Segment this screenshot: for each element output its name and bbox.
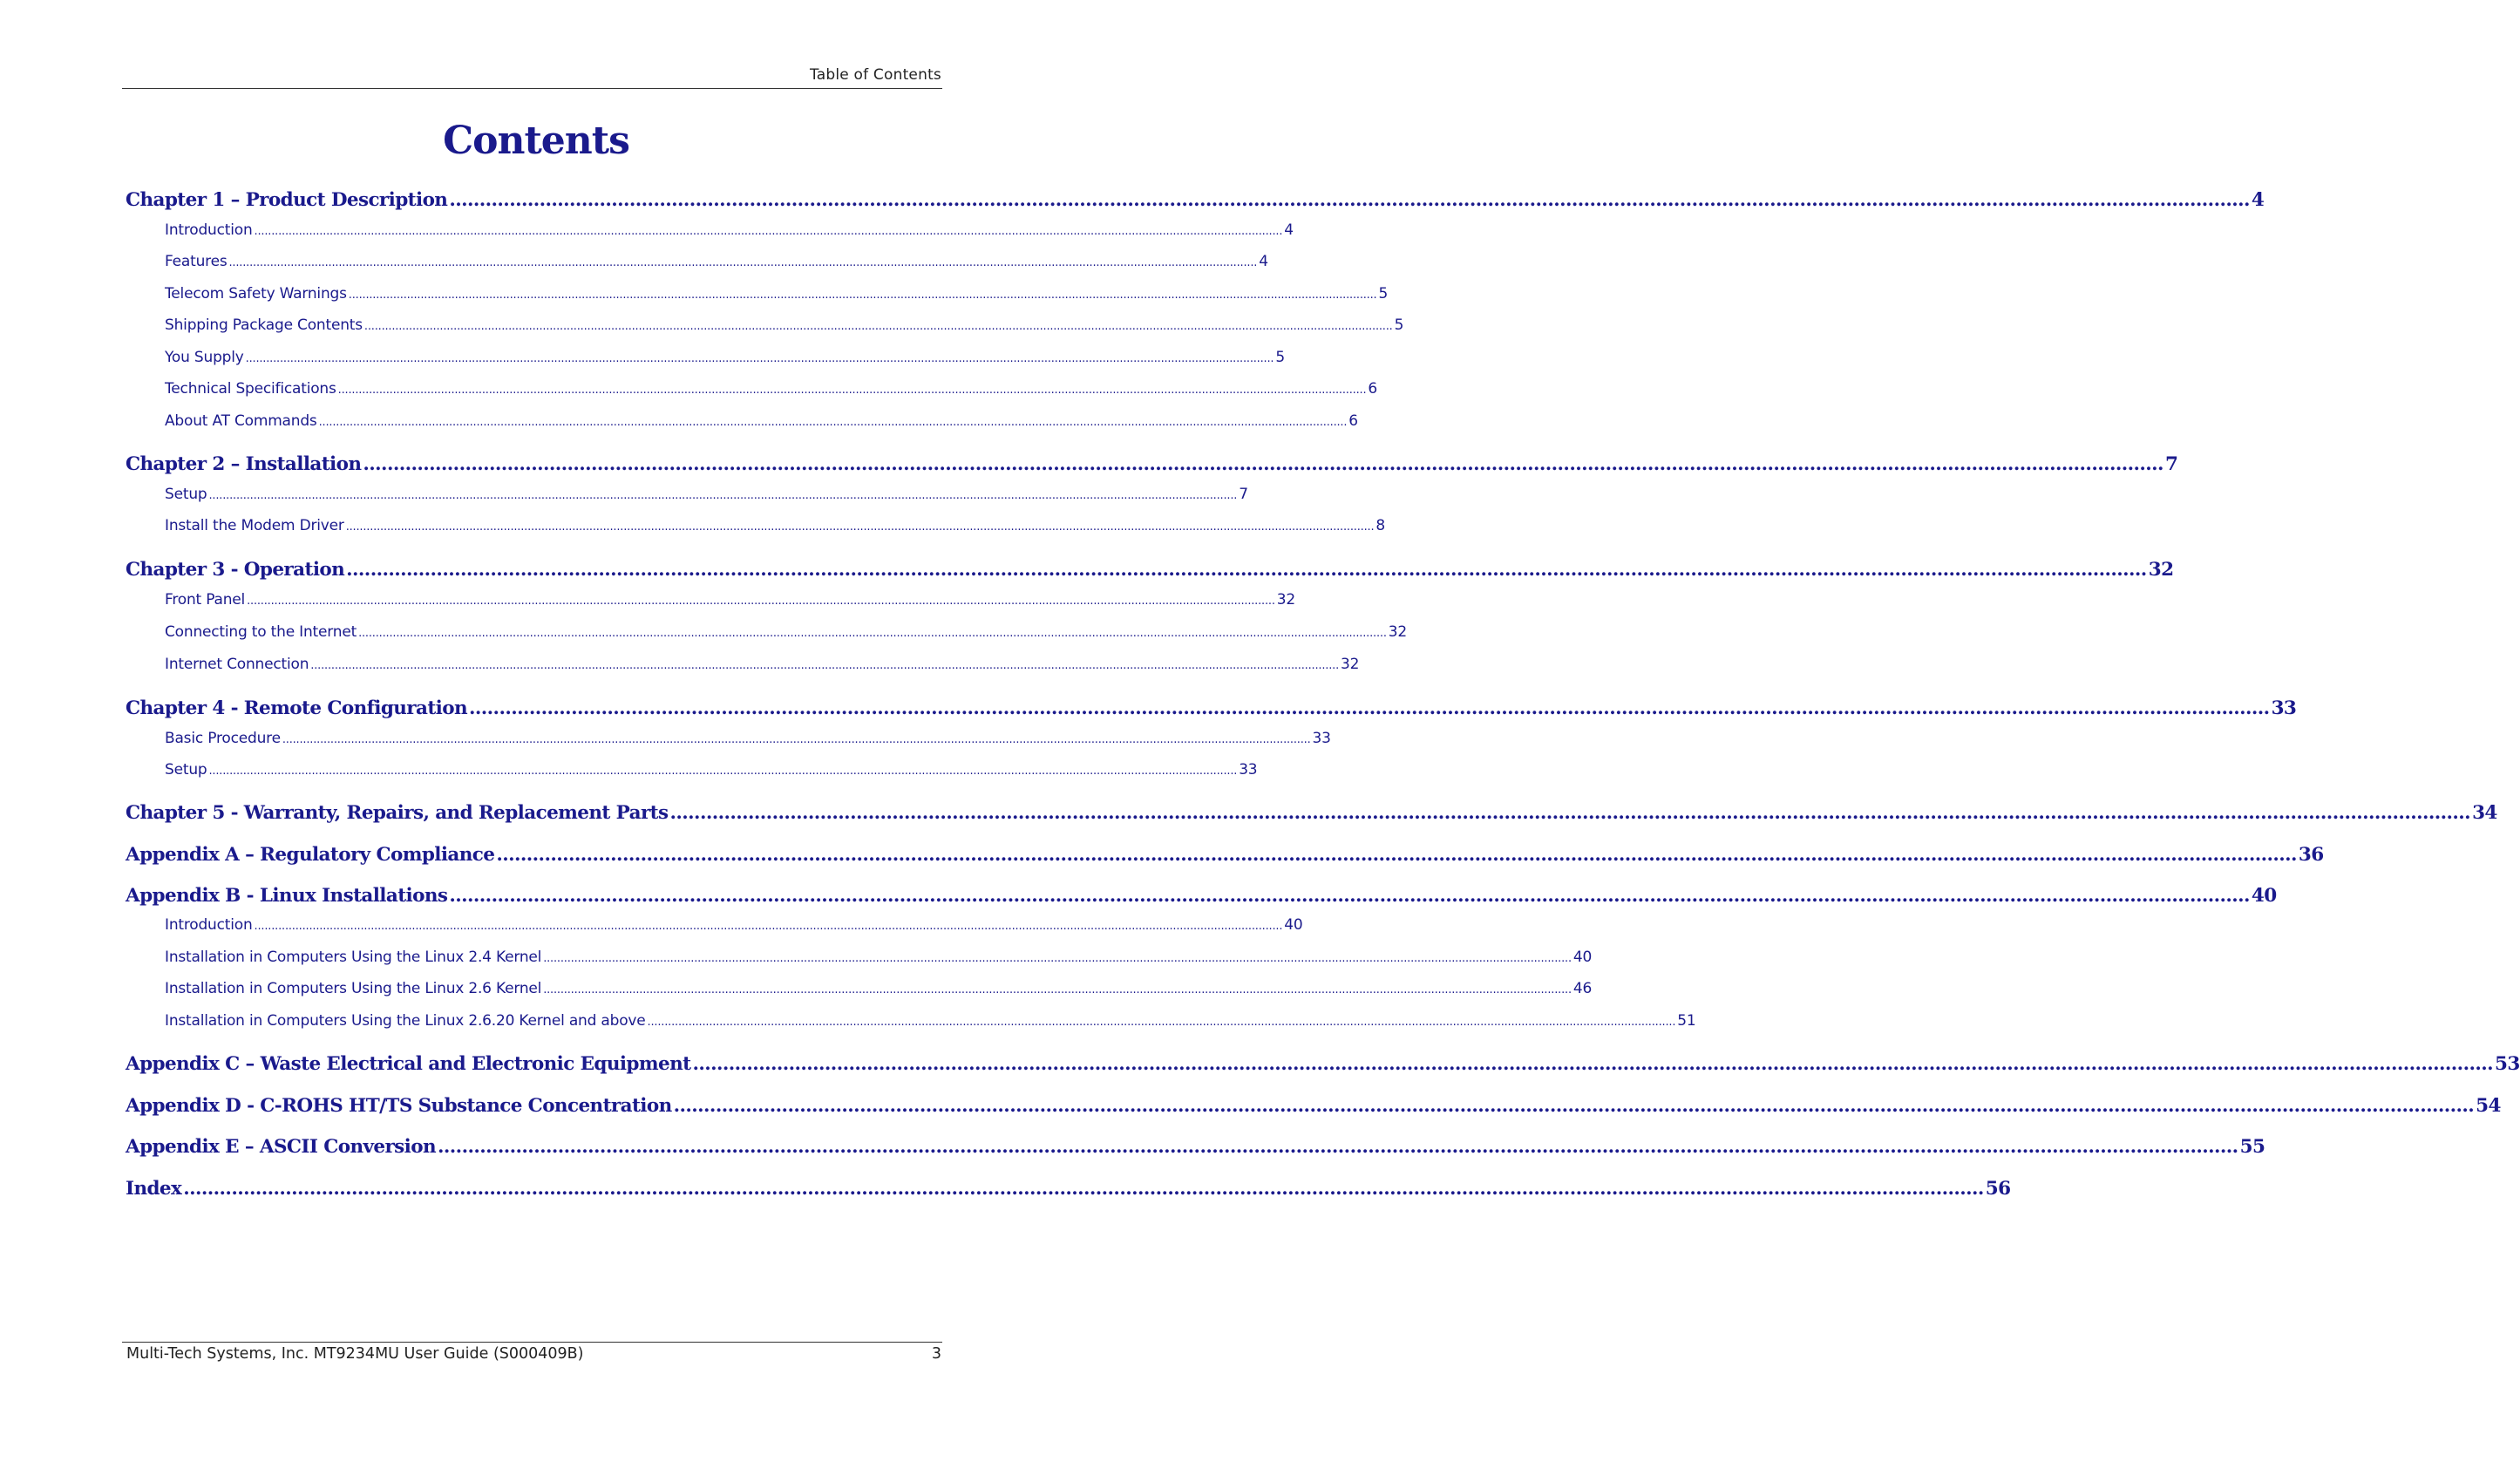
dot-leader: ............................................................................................................................................................................................................................................................................................................ bbox=[348, 289, 1377, 302]
dot-leader: ............................................................................................................................................................................................................................................................................................................ bbox=[208, 489, 1238, 502]
dot-leader: ............................................................................................................................................................................................................................................................................................................ bbox=[543, 952, 1572, 965]
toc-appendix-b[interactable] bbox=[126, 885, 2277, 907]
toc-label: Appendix D - C-ROHS HT/TS Substance Concentration bbox=[126, 1095, 672, 1117]
footer-text: Multi-Tech Systems, Inc. MT9234MU User Guide (S000409B) bbox=[126, 1345, 584, 1363]
toc-item-introduction[interactable] bbox=[165, 221, 1294, 239]
toc-item-linux-2-6-20-kernel[interactable] bbox=[165, 1012, 1696, 1030]
toc-label: Basic Procedure bbox=[165, 730, 281, 747]
toc-label: Setup bbox=[165, 761, 207, 779]
toc-label: Chapter 3 - Operation bbox=[126, 559, 345, 581]
footer-rule bbox=[122, 1342, 942, 1343]
dot-leader: ............................................................................................................................................................................................................................................................................................................ bbox=[282, 733, 1311, 746]
toc-chapter-1[interactable] bbox=[126, 189, 2265, 211]
toc-appendix-d[interactable] bbox=[126, 1095, 2501, 1117]
dot-leader: ............................................................................................................................................................................................................................................................................................................ bbox=[208, 765, 1238, 778]
toc-page-number: 40 bbox=[2251, 885, 2277, 907]
dot-leader: ............................................................................................................................................................................................................................................................................................................ bbox=[647, 1016, 1676, 1029]
toc-page-number: 7 bbox=[2164, 453, 2178, 475]
toc-page-number: 40 bbox=[1284, 916, 1303, 934]
toc-item-basic-procedure[interactable] bbox=[165, 730, 1331, 747]
toc-index[interactable] bbox=[126, 1178, 2011, 1200]
toc-page-number: 4 bbox=[1259, 253, 1268, 270]
toc-chapter-4[interactable] bbox=[126, 697, 2297, 719]
toc-page-number: 33 bbox=[1312, 730, 1331, 747]
toc-page-number: 4 bbox=[2251, 189, 2265, 211]
toc-item-install-modem-driver[interactable] bbox=[165, 517, 1386, 534]
toc-item-telecom-safety-warnings[interactable] bbox=[165, 285, 1389, 303]
toc-chapter-5[interactable] bbox=[126, 802, 2497, 824]
toc-item-shipping-package-contents[interactable] bbox=[165, 316, 1404, 334]
toc-label: Features bbox=[165, 253, 228, 270]
dot-leader: ............................................................................................................................................................................................................................................................................................................ bbox=[183, 1178, 1984, 1200]
dot-leader: ............................................................................................................................................................................................................................................................................................................ bbox=[496, 844, 2297, 866]
toc-label: You Supply bbox=[165, 349, 244, 366]
toc-label: Technical Specifications bbox=[165, 380, 336, 398]
dot-leader: ............................................................................................................................................................................................................................................................................................................ bbox=[318, 416, 1348, 429]
dot-leader: ............................................................................................................................................................................................................................................................................................................ bbox=[449, 189, 2250, 211]
toc-page-number: 5 bbox=[1394, 316, 1404, 334]
toc-item-setup[interactable] bbox=[165, 486, 1248, 503]
dot-leader: ............................................................................................................................................................................................................................................................................................................ bbox=[363, 320, 1393, 333]
toc-page-number: 32 bbox=[2148, 559, 2174, 581]
toc-label: Install the Modem Driver bbox=[165, 517, 344, 534]
toc-page-number: 55 bbox=[2239, 1136, 2265, 1158]
toc-page-number: 5 bbox=[1275, 349, 1285, 366]
dot-leader: ............................................................................................................................................................................................................................................................................................................ bbox=[469, 697, 2270, 719]
footer-page-number: 3 bbox=[931, 1345, 941, 1363]
toc-page-number: 5 bbox=[1378, 285, 1389, 303]
dot-leader: ............................................................................................................................................................................................................................................................................................................ bbox=[358, 627, 1387, 640]
toc-page-number: 51 bbox=[1677, 1012, 1696, 1030]
toc-label: Chapter 4 - Remote Configuration bbox=[126, 697, 468, 719]
dot-leader: ............................................................................................................................................................................................................................................................................................................ bbox=[345, 520, 1375, 534]
dot-leader: ............................................................................................................................................................................................................................................................................................................ bbox=[245, 352, 1274, 365]
toc-label: Shipping Package Contents bbox=[165, 316, 363, 334]
toc-label: Appendix C – Waste Electrical and Electronic Equipment bbox=[126, 1053, 691, 1075]
toc-page-number: 56 bbox=[1985, 1178, 2011, 1200]
toc-page-number: 34 bbox=[2472, 802, 2497, 824]
toc-item-you-supply[interactable] bbox=[165, 349, 1285, 366]
toc-page-number: 6 bbox=[1368, 380, 1377, 398]
toc-item-about-at-commands[interactable] bbox=[165, 412, 1358, 430]
toc-item-linux-2-4-kernel[interactable] bbox=[165, 949, 1593, 966]
toc-chapter-3[interactable] bbox=[126, 559, 2174, 581]
toc-appendix-c[interactable] bbox=[126, 1053, 2520, 1075]
toc-page-number: 53 bbox=[2495, 1053, 2520, 1075]
dot-leader: ............................................................................................................................................................................................................................................................................................................ bbox=[669, 802, 2471, 824]
toc-label: Installation in Computers Using the Linux 2.6.20 Kernel and above bbox=[165, 1012, 646, 1030]
toc-page-number: 32 bbox=[1341, 656, 1360, 673]
toc-label: Index bbox=[126, 1178, 182, 1200]
header-rule bbox=[122, 88, 942, 89]
toc-page-number: 33 bbox=[2271, 697, 2297, 719]
toc-label: Connecting to the Internet bbox=[165, 623, 357, 641]
toc-page-number: 54 bbox=[2476, 1095, 2501, 1117]
toc-label: About AT Commands bbox=[165, 412, 317, 430]
toc-appendix-a[interactable] bbox=[126, 844, 2324, 866]
dot-leader: ............................................................................................................................................................................................................................................................................................................ bbox=[543, 983, 1572, 996]
toc-label: Appendix A – Regulatory Compliance bbox=[126, 844, 495, 866]
toc-label: Installation in Computers Using the Linux 2.4 Kernel bbox=[165, 949, 542, 966]
toc-label: Setup bbox=[165, 486, 207, 503]
toc-label: Introduction bbox=[165, 916, 253, 934]
dot-leader: ............................................................................................................................................................................................................................................................................................................ bbox=[673, 1095, 2475, 1117]
dot-leader: ............................................................................................................................................................................................................................................................................................................ bbox=[337, 384, 1367, 397]
dot-leader: ............................................................................................................................................................................................................................................................................................................ bbox=[692, 1053, 2493, 1075]
toc-item-technical-specifications[interactable] bbox=[165, 380, 1377, 398]
toc-label: Installation in Computers Using the Linux 2.6 Kernel bbox=[165, 980, 542, 997]
toc-item-front-panel[interactable] bbox=[165, 591, 1296, 609]
toc-chapter-2[interactable] bbox=[126, 453, 2178, 475]
toc-item-setup-remote[interactable] bbox=[165, 761, 1258, 779]
toc-item-linux-introduction[interactable] bbox=[165, 916, 1303, 934]
toc-label: Chapter 2 – Installation bbox=[126, 453, 362, 475]
toc-page-number: 32 bbox=[1276, 591, 1296, 609]
running-header: Table of Contents bbox=[809, 66, 941, 84]
toc-label: Internet Connection bbox=[165, 656, 309, 673]
toc-item-linux-2-6-kernel[interactable] bbox=[165, 980, 1593, 997]
toc-appendix-e[interactable] bbox=[126, 1136, 2265, 1158]
toc-page-number: 8 bbox=[1375, 517, 1386, 534]
toc-label: Front Panel bbox=[165, 591, 246, 609]
dot-leader: ............................................................................................................................................................................................................................................................................................................ bbox=[254, 225, 1283, 238]
dot-leader: ............................................................................................................................................................................................................................................................................................................ bbox=[247, 595, 1275, 608]
toc-item-connecting-to-internet[interactable] bbox=[165, 623, 1407, 641]
toc-label: Introduction bbox=[165, 221, 253, 239]
toc-label: Appendix E – ASCII Conversion bbox=[126, 1136, 437, 1158]
dot-leader: ............................................................................................................................................................................................................................................................................................................ bbox=[346, 559, 2147, 581]
toc-page-number: 32 bbox=[1388, 623, 1407, 641]
toc-page-number: 6 bbox=[1348, 412, 1358, 430]
dot-leader: ............................................................................................................................................................................................................................................................................................................ bbox=[363, 453, 2163, 475]
dot-leader: ............................................................................................................................................................................................................................................................................................................ bbox=[254, 920, 1283, 933]
toc-page-number: 4 bbox=[1284, 221, 1294, 239]
toc-page-number: 36 bbox=[2298, 844, 2324, 866]
toc-item-internet-connection[interactable] bbox=[165, 656, 1360, 673]
toc-page-number: 33 bbox=[1239, 761, 1258, 779]
page-title: Contents bbox=[443, 119, 629, 163]
dot-leader: ............................................................................................................................................................................................................................................................................................................ bbox=[228, 256, 1258, 269]
dot-leader: ............................................................................................................................................................................................................................................................................................................ bbox=[310, 659, 1339, 672]
toc-label: Telecom Safety Warnings bbox=[165, 285, 347, 303]
dot-leader: ............................................................................................................................................................................................................................................................................................................ bbox=[438, 1136, 2238, 1158]
toc-label: Chapter 5 - Warranty, Repairs, and Replacement Parts bbox=[126, 802, 669, 824]
toc-page-number: 46 bbox=[1572, 980, 1593, 997]
toc-page-number: 40 bbox=[1572, 949, 1593, 966]
toc-item-features[interactable] bbox=[165, 253, 1268, 270]
toc-label: Appendix B - Linux Installations bbox=[126, 885, 448, 907]
toc-page-number: 7 bbox=[1239, 486, 1248, 503]
dot-leader: ............................................................................................................................................................................................................................................................................................................ bbox=[449, 885, 2250, 907]
toc-label: Chapter 1 – Product Description bbox=[126, 189, 448, 211]
